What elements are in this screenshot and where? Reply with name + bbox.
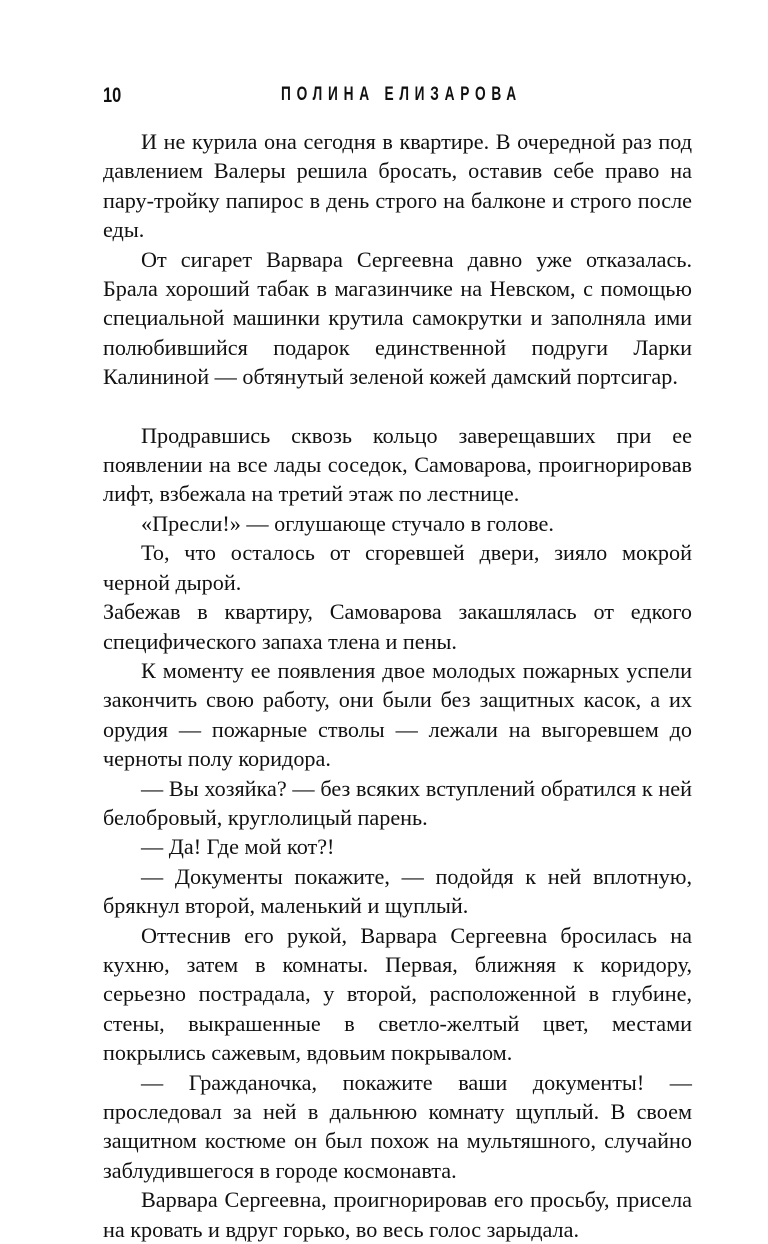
paragraph: Оттеснив его рукой, Варвара Сергеевна бросилась на кухню, затем в комнаты. Первая, ближняя к коридору, серьезно пострадала, у второй, расположенной в глубине, стены, выкрашенные в светло-желтый цвет, местами покрылись сажевым, вдовьим покрывалом. <box>103 922 692 1066</box>
paragraph: От сигарет Варвара Сергеевна давно уже отказалась. Брала хороший табак в магазинчике на Невском, с помощью специальной машинки крутила самокрутки и заполняла ими полюбившийся подарок единственной подруги Ларки Калининой — обтянутый зеленой кожей дамский портсигар. <box>103 246 692 390</box>
paragraph: Варвара Сергеевна, проигнорировав его просьбу, присела на кровать и вдруг горько, во весь голос зарыдала. <box>103 1187 692 1242</box>
paragraph: Продравшись сквозь кольцо заверещавших при ее появлении на все лады соседок, Самоварова, проигнорировав лифт, взбежала на третий этаж по лестнице. <box>103 422 692 507</box>
dialogue-line: — Документы покажите, — подойдя к ней вплотную, брякнул второй, маленький и щуплый. <box>103 863 692 919</box>
dialogue-line: — Гражданочка, покажите ваши документы! — проследовал за ней в дальнюю комнату щуплый. В своем защитном костюме он был похож на мультяшного, случайно заблудившегося в городе космонавта. <box>103 1069 692 1183</box>
paragraph: Забежав в квартиру, Самоварова закашлялась от едкого специфического запаха тлена и пены. <box>103 599 692 654</box>
dialogue-line: — Вы хозяйка? — без всяких вступлений обратился к ней белобровый, круглолицый парень. <box>103 775 692 830</box>
paragraph: «Пресли!» — оглушающе стучало в голове. <box>141 510 554 536</box>
paragraph: К моменту ее появления двое молодых пожарных успели закончить свою работу, они были без защитных касок, а их орудия — пожарные стволы — лежали на выгоревшем до черноты полу коридора. <box>103 657 692 772</box>
dialogue-line: — Да! Где мой кот?! <box>141 834 335 860</box>
running-head-author: ПОЛИНА ЕЛИЗАРОВА <box>281 84 522 105</box>
paragraph: То, что осталось от сгоревшей двери, зияло мокрой черной дырой. <box>103 540 692 595</box>
text-column <box>103 127 692 1244</box>
page-number: 10 <box>103 84 122 107</box>
running-head <box>103 84 692 110</box>
paragraph: И не курила она сегодня в квартире. В очередной раз под давлением Валеры решила бросать, оставив себе право на пару-тройку папирос в день строго на балконе и строго после еды. <box>103 129 692 243</box>
section-break <box>103 392 692 421</box>
